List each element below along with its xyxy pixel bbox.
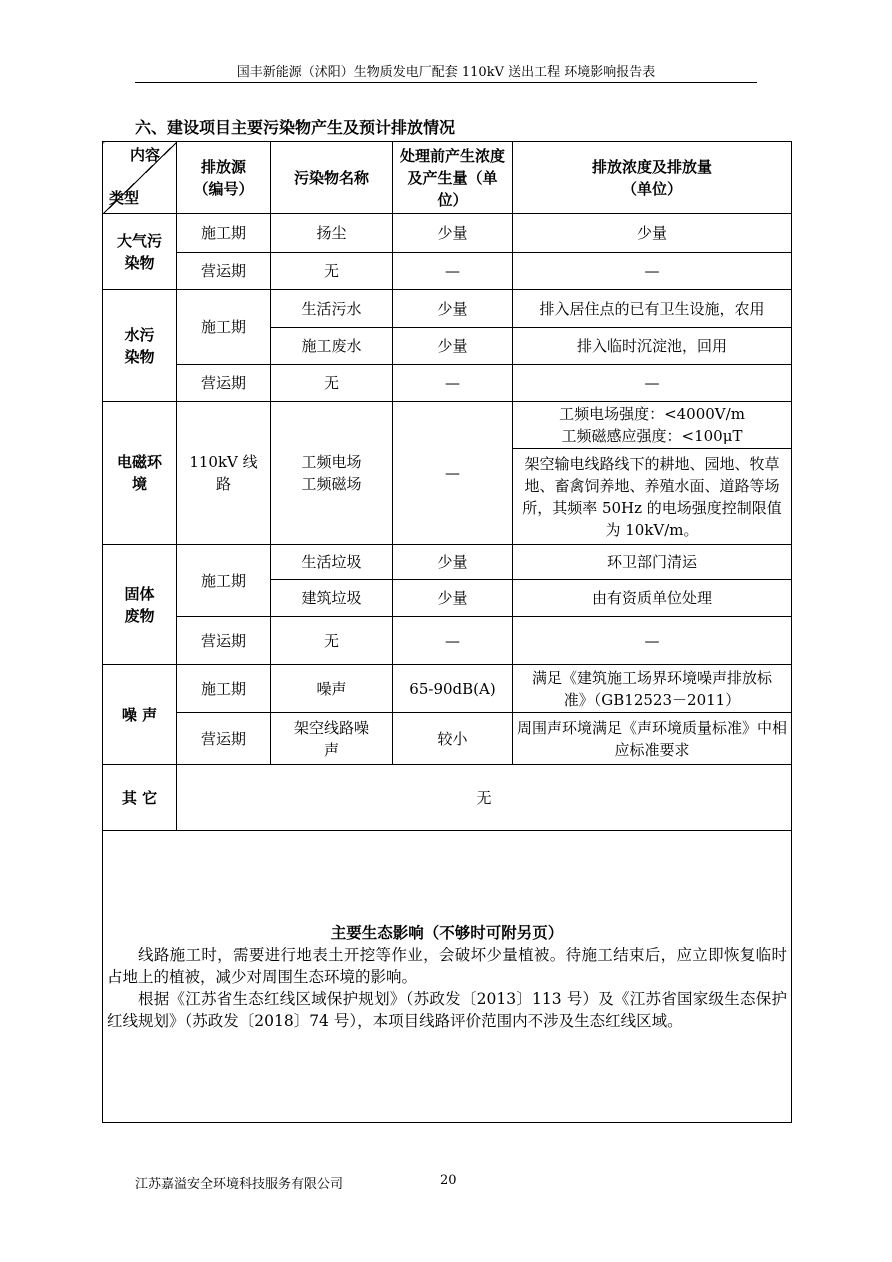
water-construction-source: 施工期 — [177, 290, 271, 365]
eco-title: 主要生态影响（不够时可附另页） — [330, 922, 564, 942]
water-operation-source: 营运期 — [177, 365, 271, 402]
em-before: — — [393, 402, 513, 545]
table-row — [103, 545, 792, 580]
air-emission-2: — — [513, 253, 792, 290]
header-divider — [135, 82, 757, 83]
solid-operation-pollutant: 无 — [271, 617, 393, 665]
category-water: 水污 染物 — [103, 290, 177, 402]
table-row — [103, 665, 792, 713]
em-emission-note: 架空输电线路线下的耕地、园地、牧草地、畜禽饲养地、养殖水面、道路等场所，其频率 50Hz 的电场强度控制限值为 10kV/m。 — [513, 449, 792, 545]
eco-paragraph-2: 根据《江苏省生态红线区域保护规划》（苏政发〔2013〕113 号）及《江苏省国家级生态保护红线规划》（苏政发〔2018〕74 号），本项目线路评价范围内不涉及生态红线区域。 — [107, 989, 787, 1030]
water-before-1: 少量 — [393, 290, 513, 328]
water-emission-1: 排入居住点的已有卫生设施，农用 — [513, 290, 792, 328]
water-pollutant-2: 施工废水 — [271, 328, 393, 365]
air-emission-1: 少量 — [513, 214, 792, 253]
solid-pollutant-2: 建筑垃圾 — [271, 580, 393, 617]
water-before-2: 少量 — [393, 328, 513, 365]
page-header: 国丰新能源（沭阳）生物质发电厂配套 110kV 送出工程 环境影响报告表 — [236, 65, 656, 80]
em-emission-limits: 工频电场强度：<4000V/m 工频磁感应强度：<100μT — [513, 402, 792, 449]
air-pollutant-2: 无 — [271, 253, 393, 290]
air-before-2: — — [393, 253, 513, 290]
table-row — [103, 765, 792, 831]
water-operation-emission: — — [513, 365, 792, 402]
table-row — [103, 713, 792, 765]
eco-row — [103, 831, 792, 1123]
table-row — [103, 253, 792, 290]
solid-pollutant-1: 生活垃圾 — [271, 545, 393, 580]
header-emission: 排放浓度及排放量 （单位） — [513, 142, 792, 214]
header-pollutant: 污染物名称 — [271, 142, 393, 214]
air-source-1: 施工期 — [177, 214, 271, 253]
table-row — [103, 365, 792, 402]
category-solid: 固体 废物 — [103, 545, 177, 665]
eco-paragraph-1: 线路施工时，需要进行地表土开挖等作业，会破坏少量植被。待施工结束后，应立即恢复临时占地上的植被，减少对周围生态环境的影响。 — [107, 945, 787, 986]
solid-construction-source: 施工期 — [177, 545, 271, 617]
table-row — [103, 617, 792, 665]
air-before-1: 少量 — [393, 214, 513, 253]
water-operation-pollutant: 无 — [271, 365, 393, 402]
air-pollutant-1: 扬尘 — [271, 214, 393, 253]
page-number: 20 — [440, 1173, 457, 1188]
solid-operation-before: — — [393, 617, 513, 665]
solid-operation-source: 营运期 — [177, 617, 271, 665]
table-row — [103, 290, 792, 328]
category-noise: 噪 声 — [103, 665, 177, 765]
header-before: 处理前产生浓度及产生量（单位） — [393, 142, 513, 214]
other-value: 无 — [177, 765, 792, 831]
noise-emission-2: 周围声环境满足《声环境质量标准》中相应标准要求 — [513, 713, 792, 765]
category-other: 其 它 — [103, 765, 177, 831]
noise-source-2: 营运期 — [177, 713, 271, 765]
noise-before-2: 较小 — [393, 713, 513, 765]
em-pollutant: 工频电场 工频磁场 — [271, 402, 393, 545]
diagonal-header-cell — [103, 142, 177, 214]
pollutant-table — [102, 141, 792, 1123]
noise-emission-1: 满足《建筑施工场界环境噪声排放标准》（GB12523－2011） — [513, 665, 792, 713]
water-emission-2: 排入临时沉淀池，回用 — [513, 328, 792, 365]
solid-emission-1: 环卫部门清运 — [513, 545, 792, 580]
water-pollutant-1: 生活污水 — [271, 290, 393, 328]
header-content-label: 内容 — [129, 146, 160, 164]
air-source-2: 营运期 — [177, 253, 271, 290]
header-source: 排放源 （编号） — [177, 142, 271, 214]
category-em: 电磁环 境 — [103, 402, 177, 545]
category-air: 大气污 染物 — [103, 214, 177, 290]
section-title: 六、建设项目主要污染物产生及预计排放情况 — [135, 118, 456, 137]
solid-before-1: 少量 — [393, 545, 513, 580]
table-header-row — [103, 142, 792, 214]
water-operation-before: — — [393, 365, 513, 402]
noise-pollutant-2: 架空线路噪 声 — [271, 713, 393, 765]
footer-company: 江苏嘉溢安全环境科技服务有限公司 — [135, 1177, 344, 1192]
solid-emission-2: 由有资质单位处理 — [513, 580, 792, 617]
solid-operation-emission: — — [513, 617, 792, 665]
noise-before-1: 65-90dB(A) — [393, 665, 513, 713]
table-row — [103, 214, 792, 253]
noise-source-1: 施工期 — [177, 665, 271, 713]
solid-before-2: 少量 — [393, 580, 513, 617]
header-type-label: 类型 — [109, 189, 140, 207]
em-source: 110kV 线 路 — [177, 402, 271, 545]
eco-impact-cell — [103, 831, 792, 1123]
table-row — [103, 402, 792, 449]
noise-pollutant-1: 噪声 — [271, 665, 393, 713]
